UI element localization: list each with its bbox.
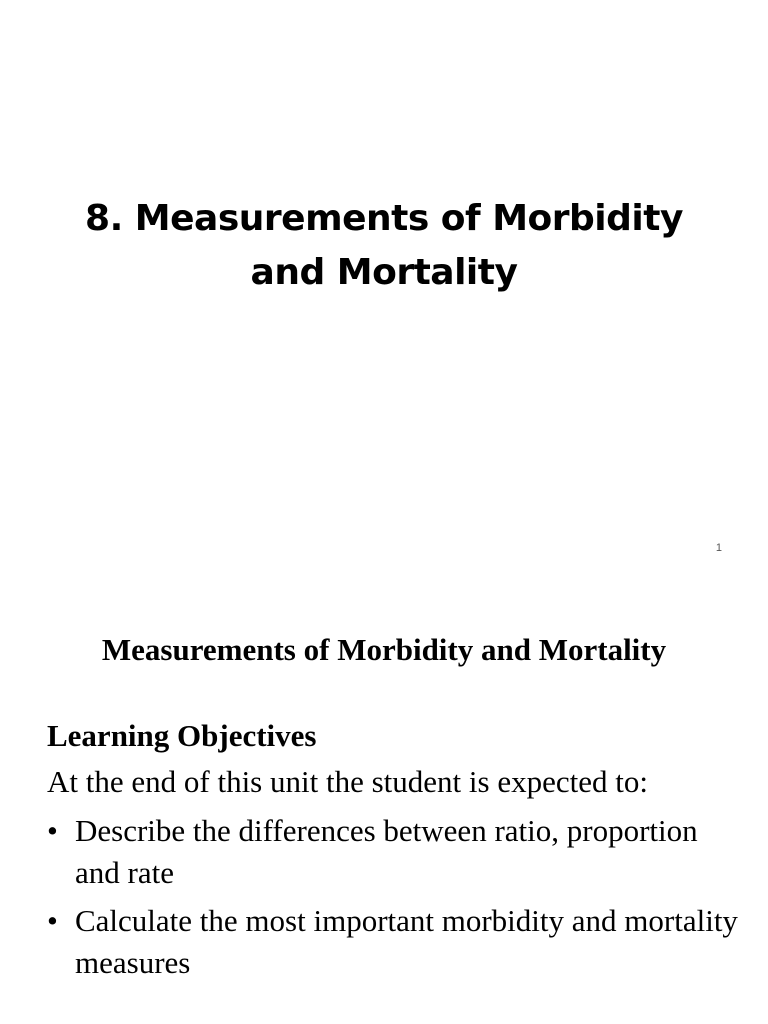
list-item bbox=[47, 810, 747, 894]
intro-text: At the end of this unit the student is expected to: bbox=[47, 764, 648, 799]
slide-2 bbox=[0, 576, 768, 1024]
list-item-text: Describe the differences between ratio, proportion and rate bbox=[75, 813, 698, 890]
objectives-list bbox=[47, 810, 747, 984]
bullet-icon: • bbox=[47, 813, 58, 848]
list-item-text: Calculate the most important morbidity and mortality measures bbox=[75, 903, 738, 980]
slide-title-line-2: and Mortality bbox=[250, 252, 518, 293]
learning-objectives-heading: Learning Objectives bbox=[47, 718, 317, 753]
bullet-icon: • bbox=[47, 903, 58, 938]
slide-title bbox=[0, 192, 768, 300]
slide-title-line-1: 8. Measurements of Morbidity bbox=[85, 198, 683, 239]
slide-content bbox=[47, 716, 747, 990]
page-number: 1 bbox=[715, 542, 722, 554]
section-title: Measurements of Morbidity and Mortality bbox=[101, 632, 667, 667]
list-item bbox=[47, 900, 747, 984]
